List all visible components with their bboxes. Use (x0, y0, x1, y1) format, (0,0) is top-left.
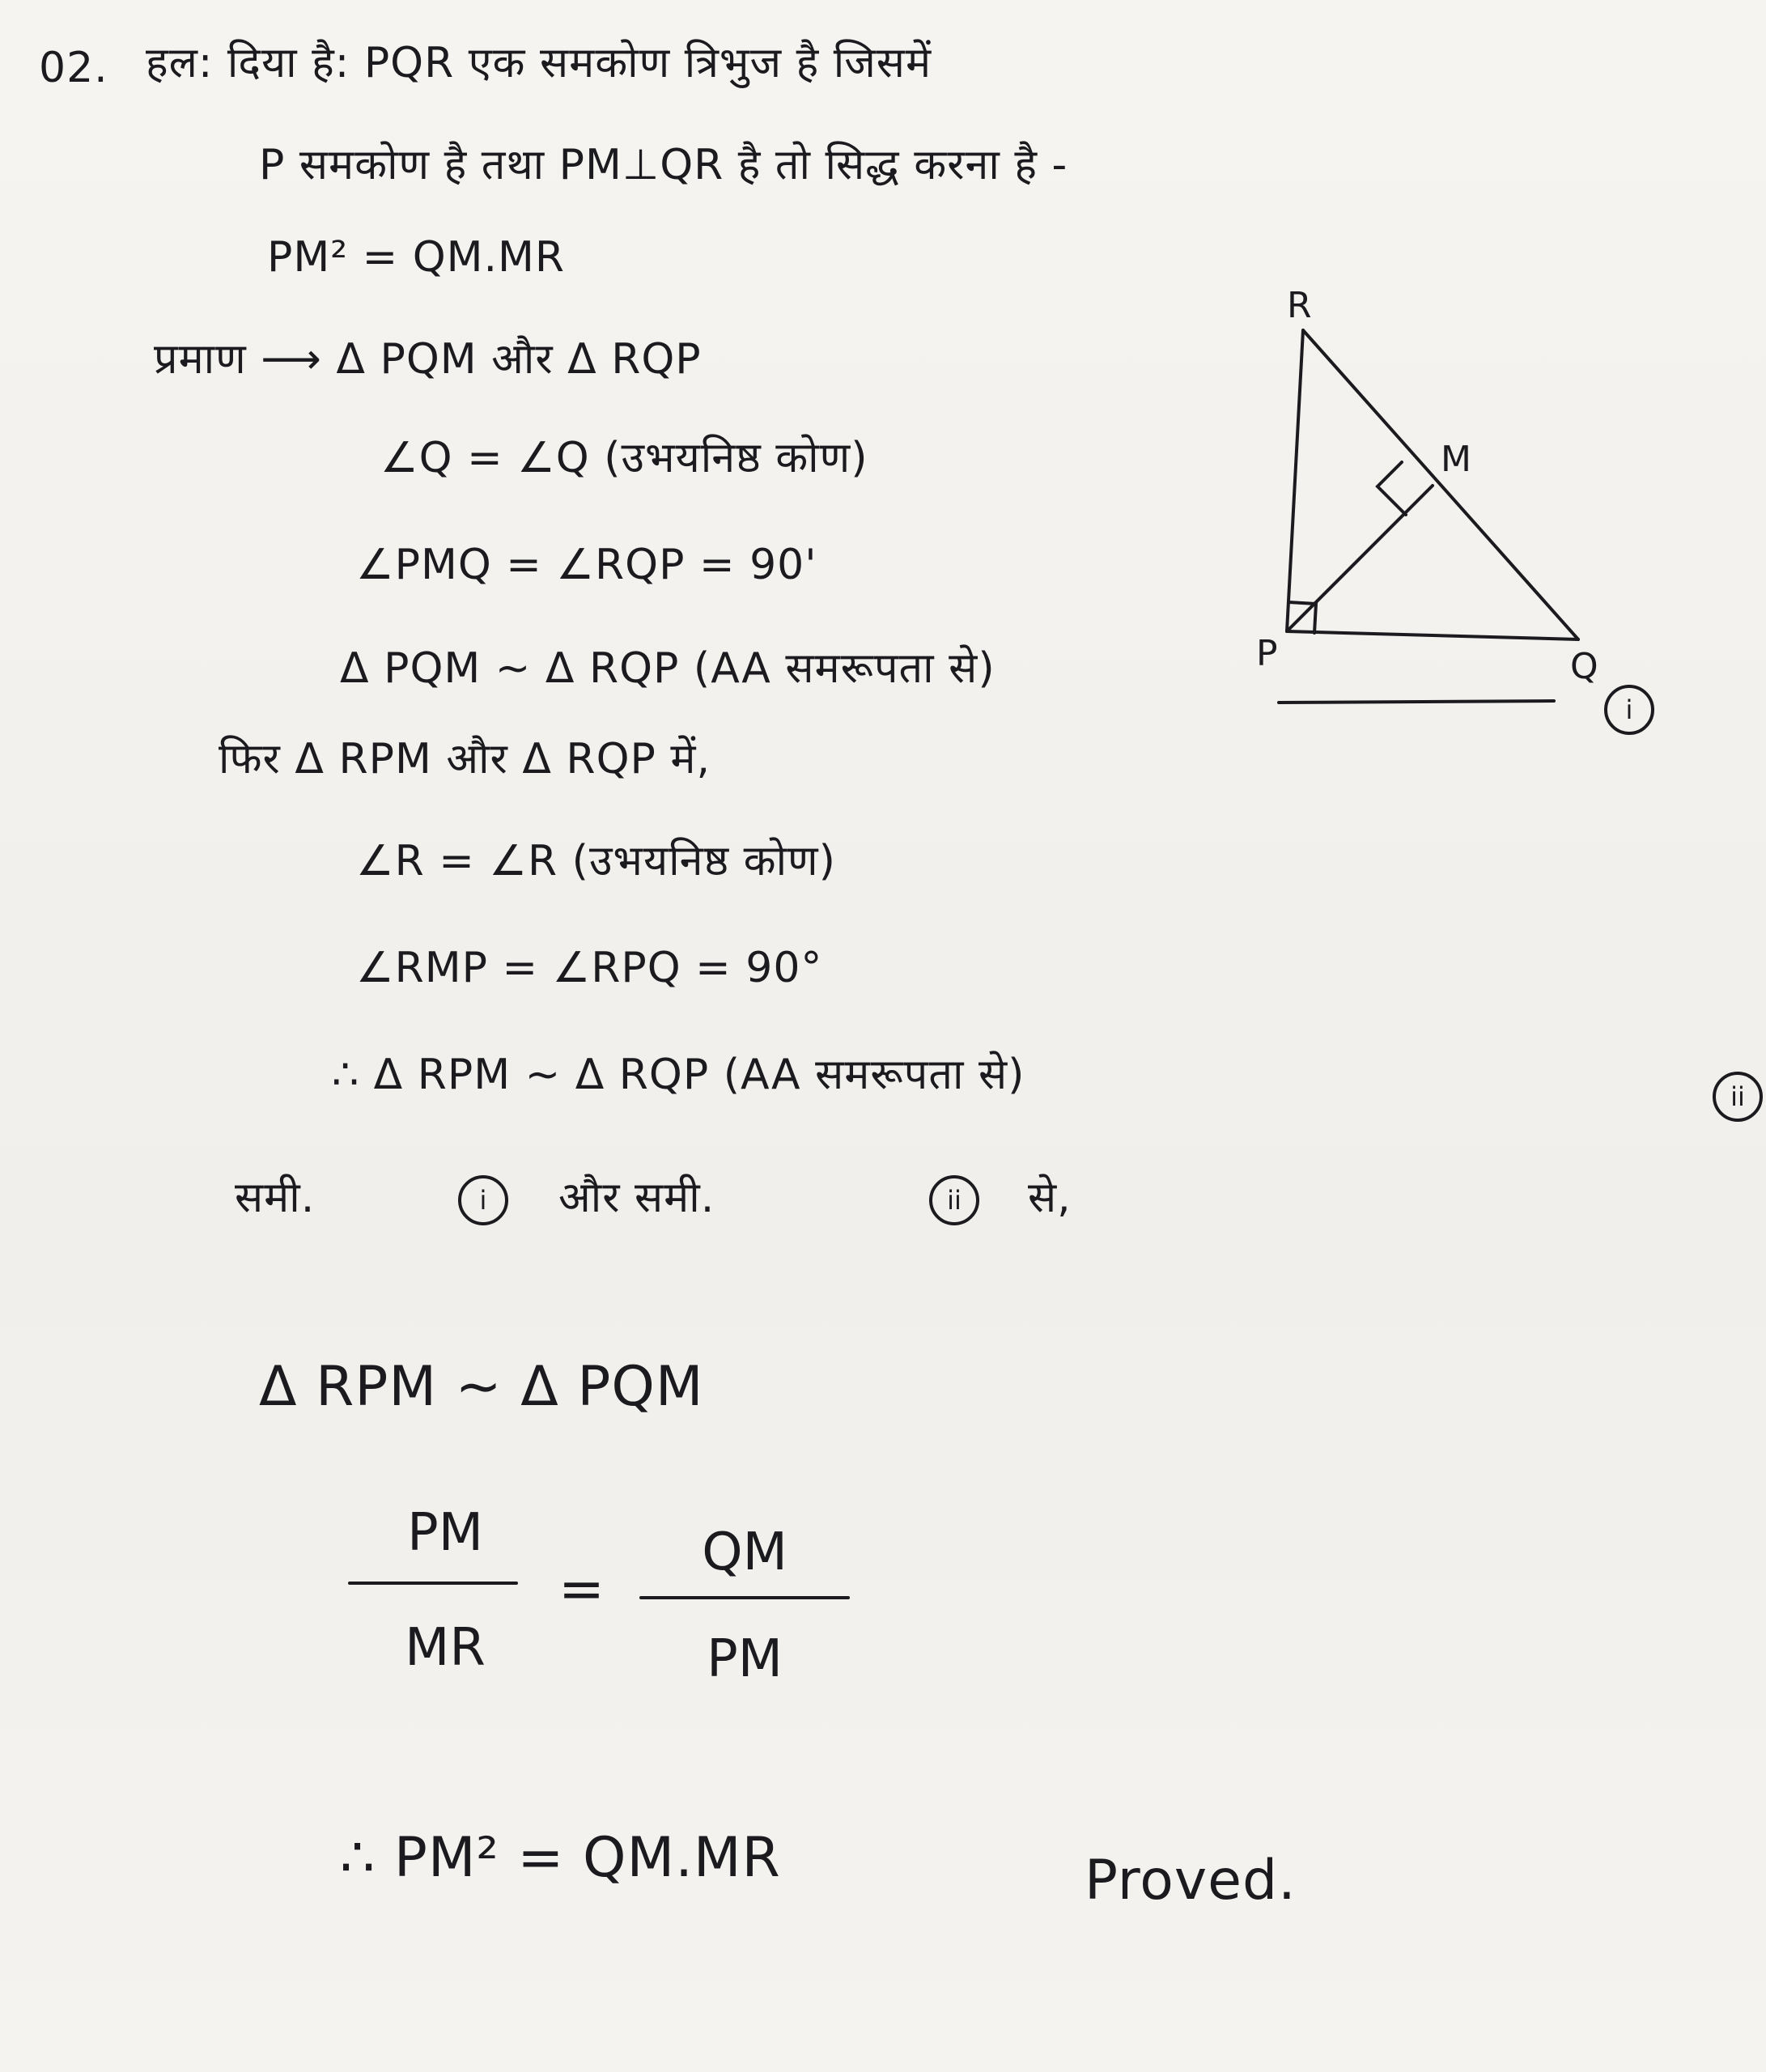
fraction-2-numerator: QM (702, 1522, 787, 1582)
side-pq (1287, 631, 1578, 639)
label-q: Q (1570, 646, 1598, 687)
fraction-equals: = (558, 1557, 605, 1621)
conclusion-similarity: Δ RPM ∼ Δ PQM (259, 1355, 704, 1419)
final-result: ∴ PM² = QM.MR (340, 1826, 781, 1890)
proof-step-similarity-2: ∴ Δ RPM ∼ Δ RQP (AA समरूपता से) (332, 1051, 1025, 1099)
equation-ref-circle-1: i (458, 1175, 508, 1225)
fraction-1-denominator: MR (405, 1618, 486, 1678)
proof-step-right-angles-2: ∠RMP = ∠RPQ = 90° (356, 944, 823, 992)
proof-step-second-pair: फिर Δ RPM और Δ RQP में, (219, 735, 711, 783)
proof-step-common-angle-q: ∠Q = ∠Q (उभयनिष्ठ कोण) (380, 434, 868, 482)
proof-step-right-angles-1: ∠PMQ = ∠RQP = 90' (356, 541, 817, 589)
proved-label: Proved. (1085, 1849, 1297, 1913)
right-angle-mark-m (1378, 462, 1406, 515)
equation-reference-a: समी. (235, 1174, 316, 1222)
given-line-1: हल: दिया है: PQR एक समकोण त्रिभुज है जिसमें (146, 39, 932, 87)
fraction-1-numerator: PM (407, 1503, 483, 1563)
to-prove-statement: PM² = QM.MR (267, 233, 566, 282)
fraction-2-denominator: PM (707, 1629, 783, 1689)
side-pr (1287, 330, 1303, 631)
given-line-2: P समकोण है तथा PM⊥QR है तो सिद्ध करना है - (259, 141, 1068, 189)
equation-reference-b: और समी. (558, 1174, 715, 1222)
underline-stroke (1279, 701, 1554, 703)
proof-step-similarity-1: Δ PQM ∼ Δ RQP (AA समरूपता से) (340, 644, 995, 693)
equation-ref-circle-2: ii (929, 1175, 979, 1225)
altitude-pm (1287, 486, 1433, 631)
proof-start: प्रमाण ⟶ Δ PQM और Δ RQP (154, 335, 702, 384)
side-rq (1303, 330, 1578, 639)
equation-reference-c: से, (1028, 1174, 1072, 1222)
question-number: 02. (39, 44, 108, 92)
label-m: M (1441, 439, 1471, 480)
label-r: R (1287, 285, 1312, 326)
label-p: P (1256, 633, 1278, 674)
equation-tag-1: i (1604, 685, 1654, 735)
equation-tag-2: ii (1713, 1072, 1763, 1122)
proof-step-common-angle-r: ∠R = ∠R (उभयनिष्ठ कोण) (356, 837, 836, 885)
